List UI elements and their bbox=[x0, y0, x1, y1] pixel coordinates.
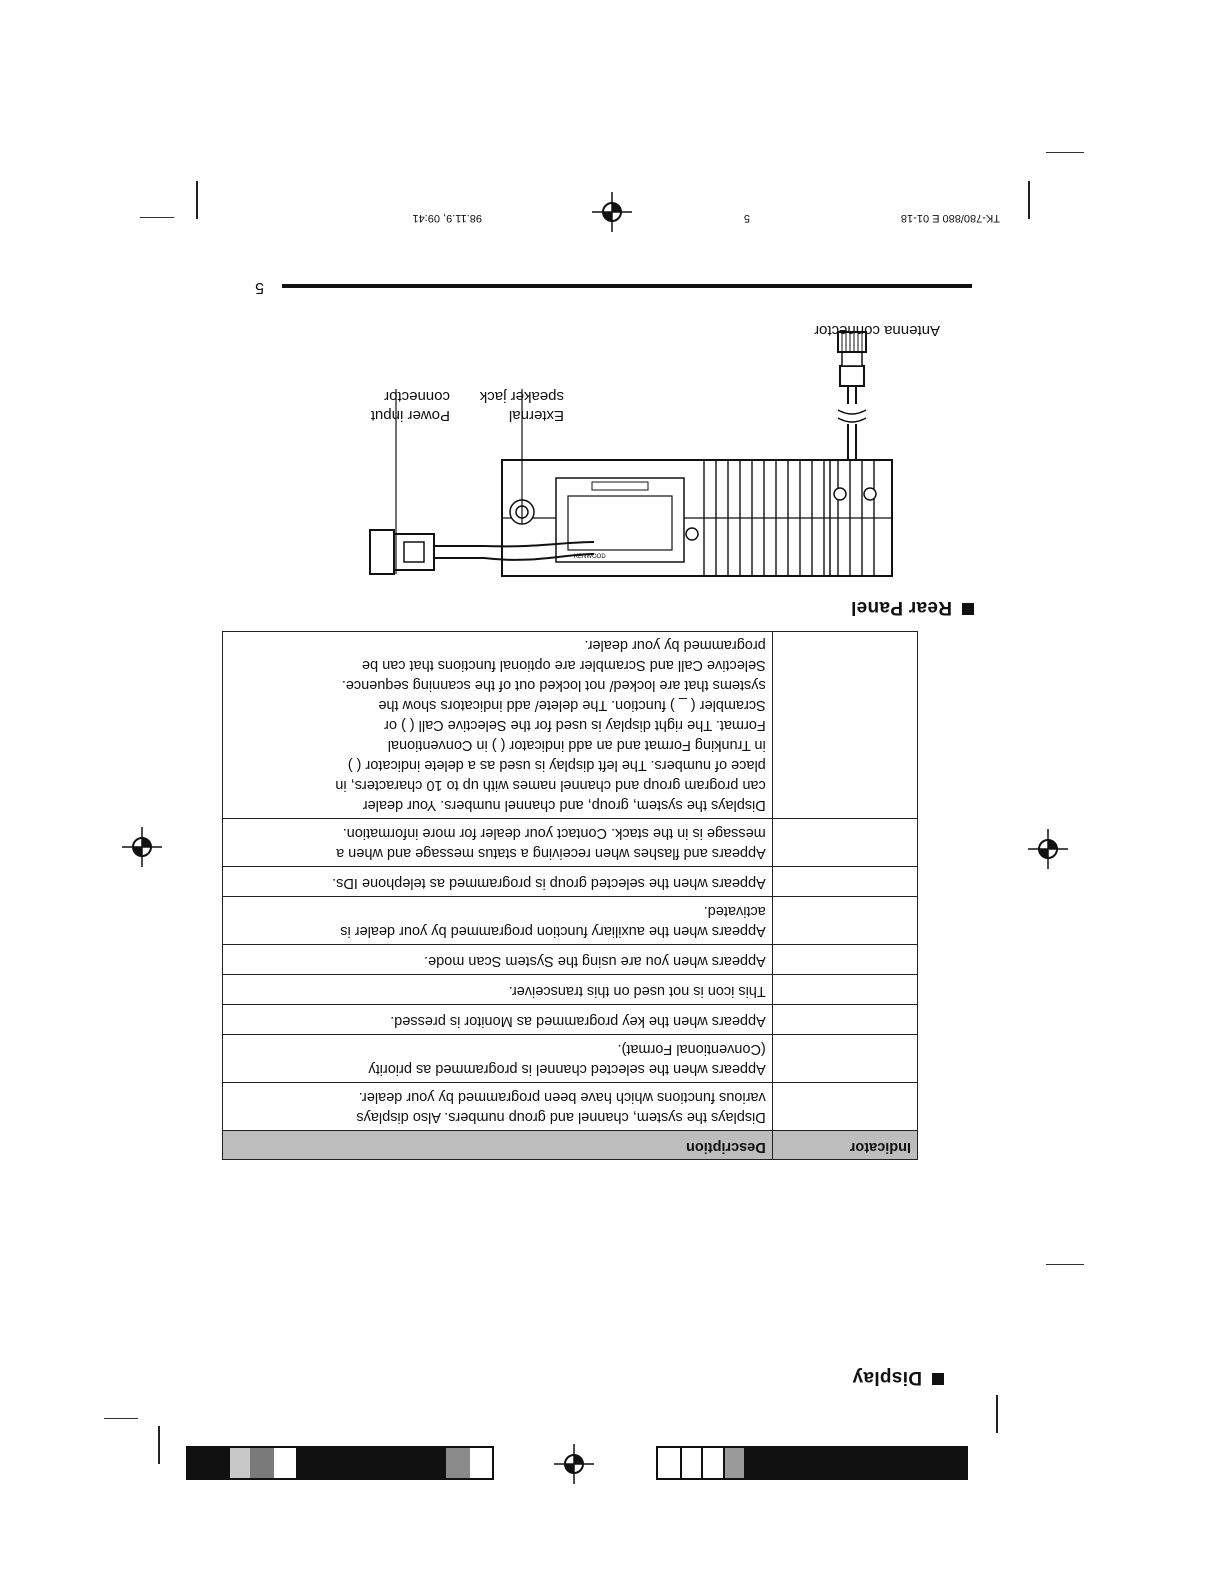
crop-mark bbox=[1046, 1264, 1084, 1265]
indicator-cell bbox=[772, 1083, 917, 1131]
indicator-cell bbox=[772, 632, 917, 819]
table-header-indicator: Indicator bbox=[772, 1131, 917, 1160]
indicator-cell bbox=[772, 819, 917, 867]
description-cell: Displays the system, channel and group numbers. Also displays various functions which have been programmed by your dealer. bbox=[223, 1083, 773, 1131]
description-cell: Displays the system, group, and channel numbers. Your dealer can program group and channel names with up to 10 characters, in place of numbers. The left display is used as a delete indicator ( ) in Trunking Format and an add indicator ( ) in Conventional Format. The right display is used for the Selective Call ( ) or Scrambler ( _ ) function. The delete/ add indicators show the systems that are locked/ not locked out of the scanning sequence. Selective Call and Scrambler are optional functions that can be programmed by your dealer. bbox=[223, 632, 773, 819]
description-cell: Appears when you are using the System Scan mode. bbox=[223, 945, 773, 975]
rear-panel-section-title bbox=[851, 596, 974, 618]
indicator-table bbox=[222, 631, 918, 1160]
registration-mark-icon bbox=[122, 827, 162, 867]
display-section-title bbox=[852, 1366, 944, 1388]
registration-mark-icon bbox=[592, 192, 632, 232]
antenna-connector-label: Antenna connector bbox=[814, 322, 940, 339]
bullet-square-icon bbox=[932, 1373, 944, 1385]
table-header-description: Description bbox=[223, 1131, 773, 1160]
external-speaker-label: External speaker jack bbox=[479, 388, 564, 424]
description-cell: Appears when the auxiliary function programmed by your dealer is activated. bbox=[223, 897, 773, 945]
description-cell: Appears when the key programmed as Monitor is pressed. bbox=[223, 1005, 773, 1035]
display-title-text: Display bbox=[852, 1367, 922, 1388]
rear-panel-title-text: Rear Panel bbox=[850, 597, 952, 618]
crop-mark bbox=[1046, 152, 1084, 153]
indicator-cell bbox=[772, 867, 917, 897]
rear-panel-diagram bbox=[334, 314, 894, 594]
description-cell: Appears when the selected channel is programmed as priority (Conventional Format). bbox=[223, 1035, 773, 1083]
indicator-cell bbox=[772, 1005, 917, 1035]
bullet-square-icon bbox=[962, 603, 974, 615]
table-row bbox=[223, 897, 918, 945]
table-row bbox=[223, 819, 918, 867]
indicator-cell bbox=[772, 975, 917, 1005]
description-cell: Appears and flashes when receiving a status message and when a message is in the stack. Contact your dealer for more information. bbox=[223, 819, 773, 867]
crop-mark bbox=[996, 1395, 998, 1433]
table-header-row bbox=[223, 1131, 918, 1160]
indicator-cell bbox=[772, 1035, 917, 1083]
color-bar bbox=[656, 1446, 968, 1480]
table-row bbox=[223, 632, 918, 819]
power-input-label: Power input connector bbox=[370, 388, 450, 424]
indicator-cell bbox=[772, 897, 917, 945]
radio-body-icon bbox=[502, 460, 892, 576]
color-bar bbox=[186, 1446, 494, 1480]
page-rule bbox=[282, 284, 972, 288]
table-row bbox=[223, 1083, 918, 1131]
description-cell: Appears when the selected group is programmed as telephone IDs. bbox=[223, 867, 773, 897]
crop-mark bbox=[140, 217, 174, 218]
table-row bbox=[223, 1005, 918, 1035]
footer-date: 98.11.9, 09:41 bbox=[412, 212, 482, 224]
description-cell: This icon is not used on this transceiver. bbox=[223, 975, 773, 1005]
page-number: 5 bbox=[255, 279, 264, 296]
footer-page: 5 bbox=[743, 212, 750, 224]
crop-mark bbox=[104, 1418, 138, 1419]
antenna-connector-icon bbox=[838, 332, 866, 460]
registration-mark-icon bbox=[1028, 829, 1068, 869]
table-row bbox=[223, 867, 918, 897]
table-row bbox=[223, 975, 918, 1005]
crop-mark bbox=[1028, 181, 1030, 219]
crop-mark bbox=[158, 1426, 160, 1464]
table-row bbox=[223, 1035, 918, 1083]
indicator-cell bbox=[772, 945, 917, 975]
crop-mark bbox=[196, 181, 198, 219]
registration-mark-icon bbox=[554, 1444, 594, 1484]
footer-file-name: TK-780/880 E 01-18 bbox=[900, 212, 1000, 224]
table-row bbox=[223, 945, 918, 975]
brand-text: KENWOOD bbox=[574, 554, 606, 560]
